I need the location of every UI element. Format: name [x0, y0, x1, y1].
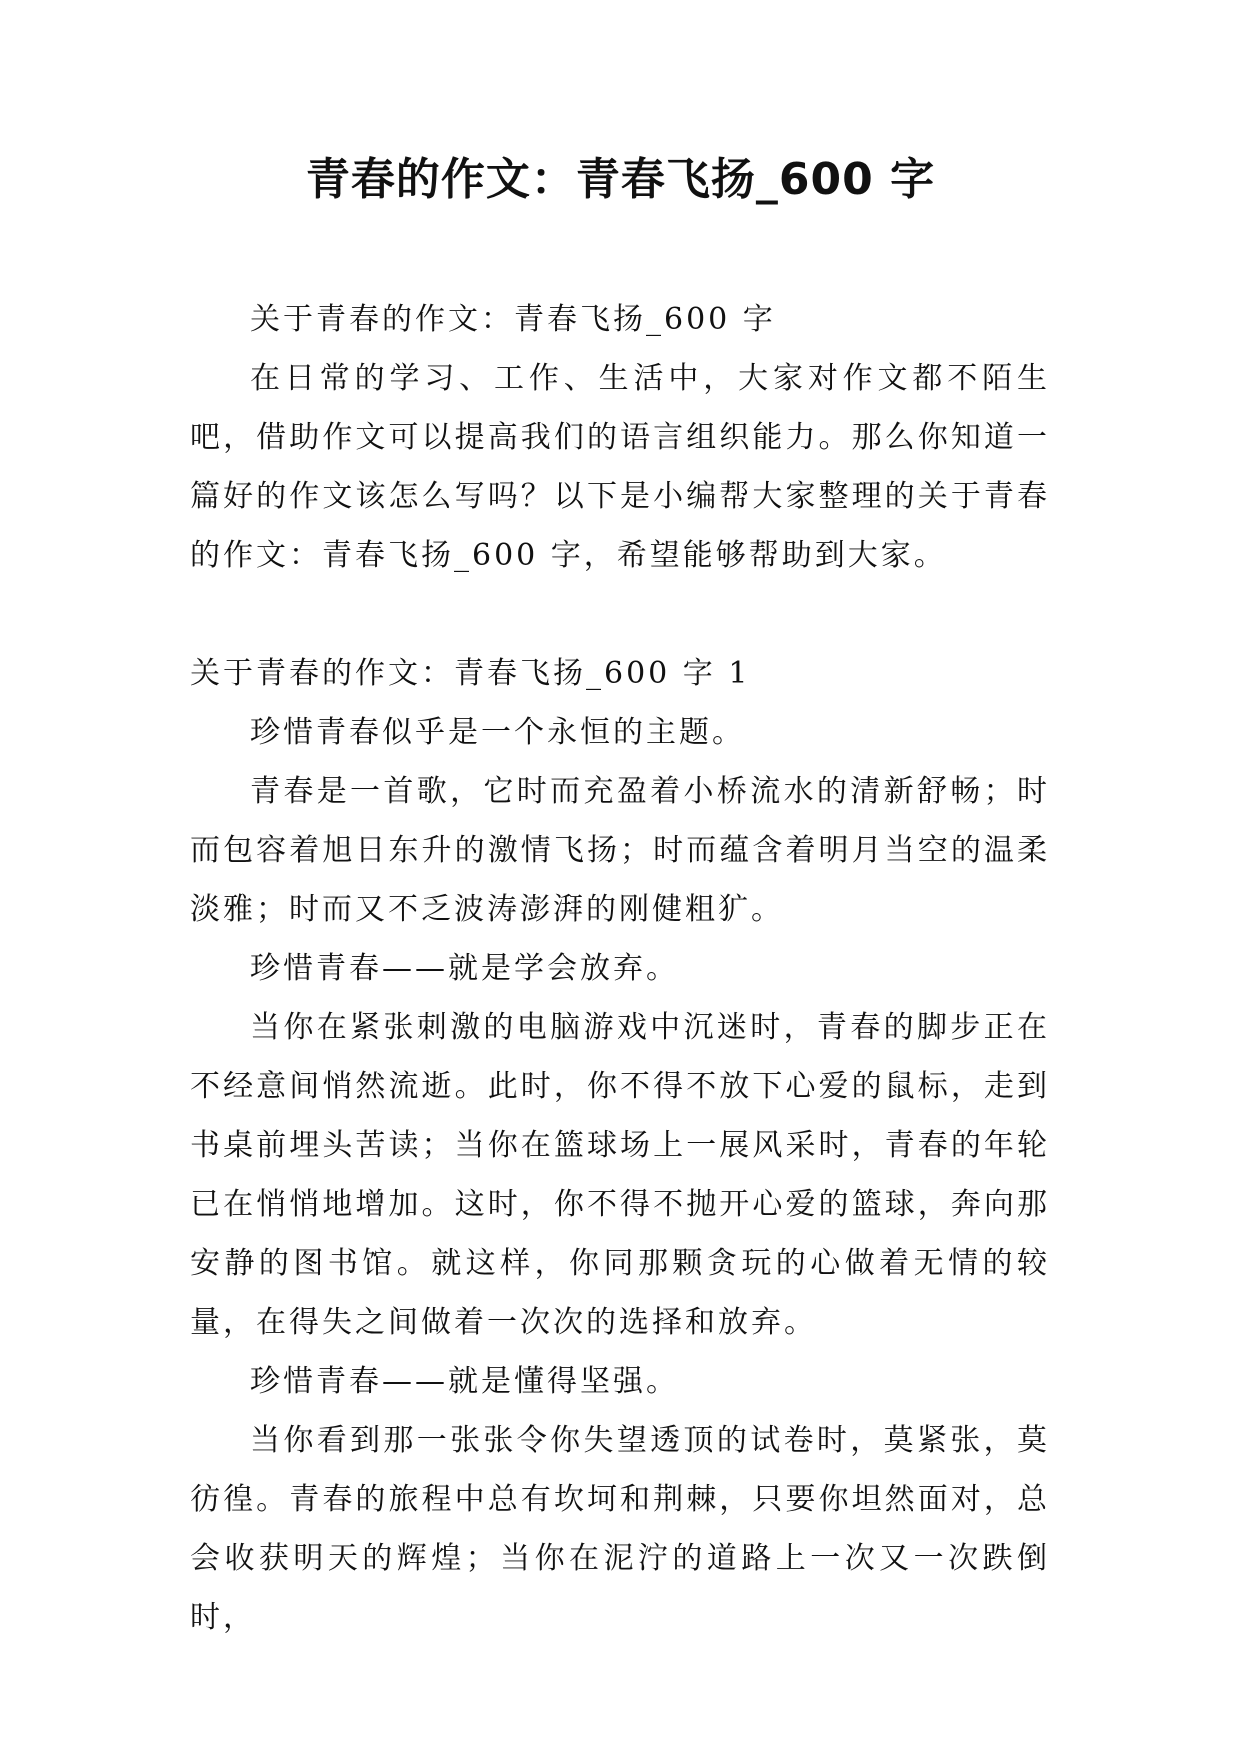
section-heading: 关于青春的作文：青春飞扬_600 字 1 [190, 656, 751, 691]
body-paragraph: 珍惜青春——就是学会放弃。 [250, 951, 679, 986]
body-paragraph: 珍惜青春——就是懂得坚强。 [250, 1364, 679, 1399]
paragraph-spacer [190, 585, 1050, 644]
body-paragraph: 珍惜青春似乎是一个永恒的主题。 [250, 715, 745, 750]
body-paragraph: 青春是一首歌，它时而充盈着小桥流水的清新舒畅；时而包容着旭日东升的激情飞扬；时而蕴含着明月当空的温柔淡雅；时而又不乏波涛澎湃的刚健粗犷。 [190, 774, 1050, 927]
intro-heading: 关于青春的作文：青春飞扬_600 字 [250, 302, 776, 337]
document-title: 青春的作文：青春飞扬_600 字 [305, 154, 936, 205]
body-paragraph: 当你在紧张刺激的电脑游戏中沉迷时，青春的脚步正在不经意间悄然流逝。此时，你不得不放下心爱的鼠标，走到书桌前埋头苦读；当你在篮球场上一展风采时，青春的年轮已在悄悄地增加。这时，你不得不抛开心爱的篮球，奔向那安静的图书馆。就这样，你同那颗贪玩的心做着无情的较量，在得失之间做着一次次的选择和放弃。 [190, 1010, 1050, 1340]
document-body [190, 290, 1050, 1647]
body-paragraph: 当你看到那一张张令你失望透顶的试卷时，莫紧张，莫彷徨。青春的旅程中总有坎坷和荆棘，只要你坦然面对，总会收获明天的辉煌；当你在泥泞的道路上一次又一次跌倒时， [190, 1423, 1050, 1635]
intro-paragraph: 在日常的学习、工作、生活中，大家对作文都不陌生吧，借助作文可以提高我们的语言组织能力。那么你知道一篇好的作文该怎么写吗？以下是小编帮大家整理的关于青春的作文：青春飞扬_600 字，希望能够帮助到大家。 [190, 361, 1050, 573]
